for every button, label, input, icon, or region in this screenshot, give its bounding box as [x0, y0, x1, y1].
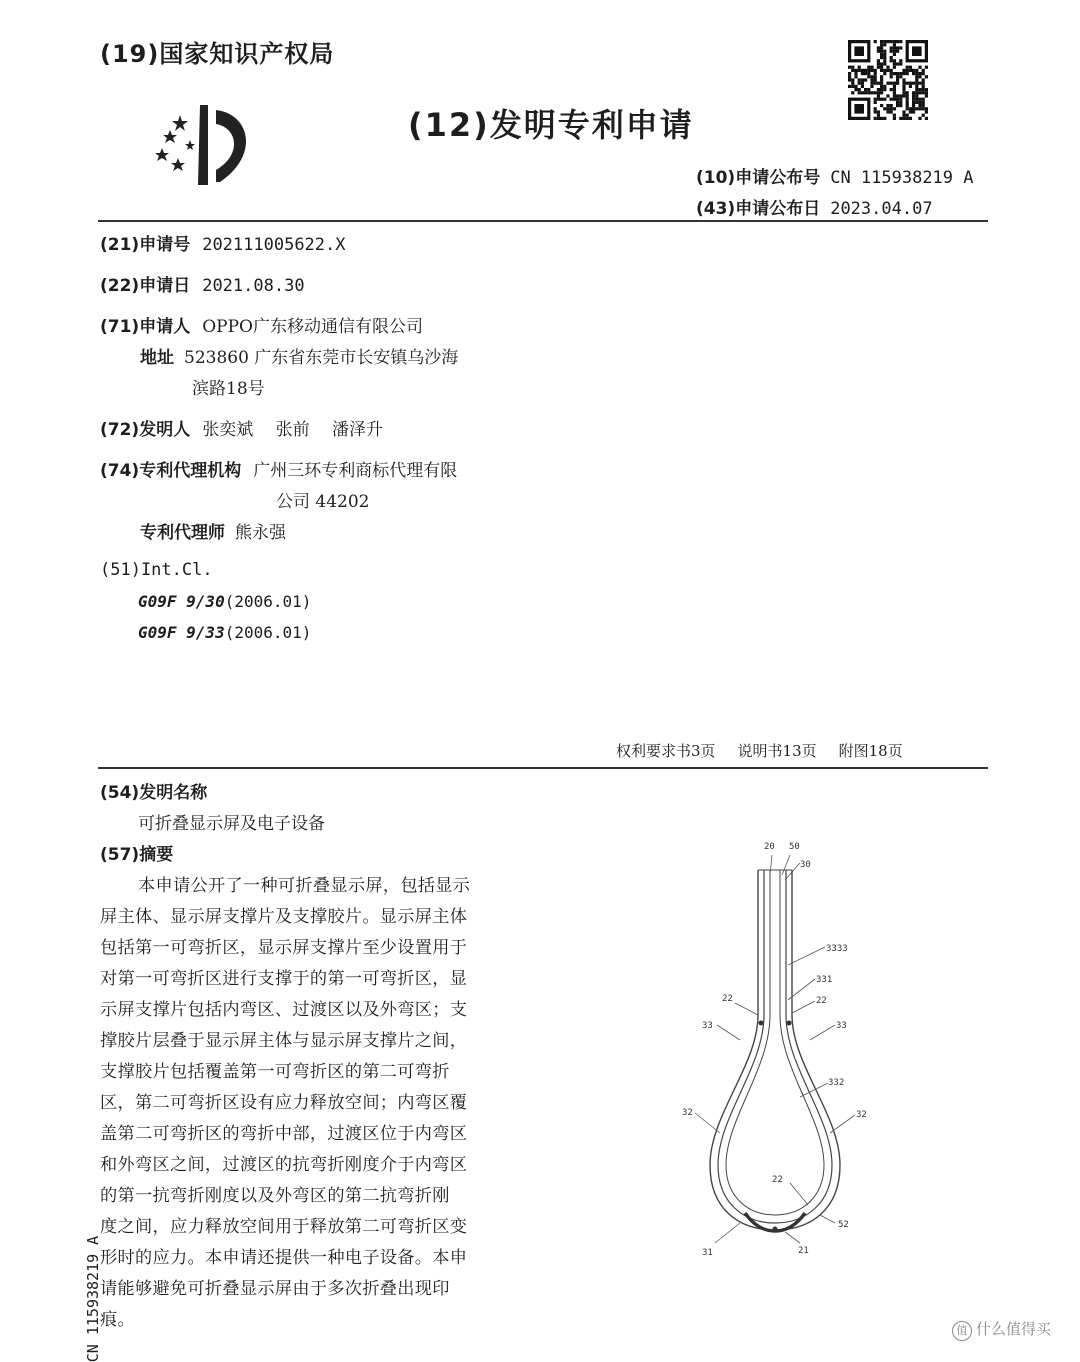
application-number-label: (21)申请号	[100, 235, 191, 255]
figure-reference-label: 20	[764, 842, 775, 852]
abstract-line: 痕。	[100, 1310, 135, 1330]
ipc-version: (2006.01)	[224, 592, 312, 611]
figure-reference-label: 332	[828, 1078, 845, 1088]
abstract-line: 和外弯区之间，过渡区的抗弯折刚度介于内弯区	[100, 1155, 468, 1175]
patent-agency-line1: 广州三环专利商标代理有限	[253, 461, 458, 481]
abstract-line: 形时的应力。本申请还提供一种电子设备。本申	[100, 1248, 468, 1268]
int-cl-label: (51)Int.Cl.	[100, 560, 213, 580]
page-counts	[616, 740, 925, 761]
figure-reference-label: 30	[800, 860, 811, 870]
publication-number-value: CN 115938219 A	[830, 168, 974, 188]
application-number-value: 202111005622.X	[202, 235, 346, 255]
address-label: 地址	[140, 348, 174, 368]
inventors-value: 张奕斌 张前 潘泽升	[202, 420, 384, 440]
figure-reference-label: 331	[816, 975, 833, 985]
application-date-label: (22)申请日	[100, 276, 191, 296]
publication-date-value: 2023.04.07	[830, 199, 933, 219]
document-type: (12)发明专利申请	[408, 106, 694, 144]
abstract-line: 的第一抗弯折刚度以及外弯区的第二抗弯折刚	[100, 1186, 450, 1206]
figure-reference-label: 3333	[826, 944, 848, 954]
header-divider	[98, 220, 988, 222]
patent-agent-label: 专利代理师	[140, 523, 225, 543]
figure-reference-label: 22	[722, 994, 733, 1004]
inventors	[100, 415, 383, 440]
publication-number-label: (10)申请公布号	[696, 168, 821, 188]
figure-reference-label: 33	[836, 1021, 847, 1031]
abstract-line: 请能够避免可折叠显示屏由于多次折叠出现印	[100, 1279, 450, 1299]
address-line1: 523860 广东省东莞市长安镇乌沙海	[184, 348, 459, 368]
abstract-line: 度之间，应力释放空间用于释放第二可弯折区变	[100, 1217, 468, 1237]
figure-reference-label: 50	[789, 842, 800, 852]
watermark-logo-icon: 值	[952, 1321, 972, 1341]
patent-drawing	[660, 835, 890, 1265]
qr-code	[848, 40, 928, 120]
cnipa-emblem-icon	[150, 100, 260, 190]
ipc-code: G09F 9/30	[138, 592, 225, 611]
address-line2: 滨路18号	[192, 379, 265, 399]
invention-title: 可折叠显示屏及电子设备	[138, 814, 325, 834]
abstract-line: 示屏支撑片包括内弯区、过渡区以及外弯区；支	[100, 1000, 468, 1020]
address	[140, 343, 458, 368]
application-date-value: 2021.08.30	[202, 276, 305, 296]
patent-agency-label: (74)专利代理机构	[100, 461, 242, 481]
patent-agent	[140, 518, 286, 543]
office-name: (19)国家知识产权局	[100, 40, 335, 68]
claims-pages: 权利要求书3页	[616, 742, 716, 760]
applicant-value: OPPO广东移动通信有限公司	[202, 317, 423, 337]
figure-reference-label: 31	[702, 1248, 713, 1258]
applicant	[100, 312, 423, 337]
figure-reference-label: 22	[772, 1175, 783, 1185]
abstract-line: 区，第二可弯折区设有应力释放空间；内弯区覆	[100, 1093, 468, 1113]
figure-reference-label: 21	[798, 1246, 809, 1256]
inventors-label: (72)发明人	[100, 420, 191, 440]
watermark: 值 什么值得买	[952, 1318, 1051, 1341]
abstract-label: (57)摘要	[100, 845, 174, 865]
ipc-entry	[138, 592, 311, 611]
abstract-line: 盖第二可弯折区的弯折中部，过渡区位于内弯区	[100, 1124, 468, 1144]
publication-number	[696, 163, 974, 188]
abstract-line: 包括第一可弯折区，显示屏支撑片至少设置用于	[100, 938, 468, 958]
figure-reference-label: 33	[702, 1021, 713, 1031]
figure-reference-label: 32	[856, 1110, 867, 1120]
figure-reference-label: 32	[682, 1108, 693, 1118]
ipc-version: (2006.01)	[224, 623, 312, 642]
abstract-line: 支撑胶片包括覆盖第一可弯折区的第二可弯折	[100, 1062, 450, 1082]
application-number	[100, 230, 346, 255]
ipc-code: G09F 9/33	[138, 623, 225, 642]
title-label: (54)发明名称	[100, 783, 208, 803]
patent-agency-line2: 公司 44202	[276, 492, 370, 512]
patent-agent-value: 熊永强	[235, 523, 286, 543]
figure-reference-label: 52	[838, 1220, 849, 1230]
application-date	[100, 271, 305, 296]
drawings-pages: 附图18页	[838, 742, 903, 760]
side-publication-number: CN 115938219 A	[84, 1235, 103, 1362]
section-divider	[98, 767, 988, 769]
patent-agency	[100, 456, 457, 481]
description-pages: 说明书13页	[737, 742, 817, 760]
figure-reference-label: 22	[816, 996, 827, 1006]
abstract-line: 对第一可弯折区进行支撑于的第一可弯折区，显	[100, 969, 468, 989]
abstract-line: 屏主体、显示屏支撑片及支撑胶片。显示屏主体	[100, 907, 468, 927]
abstract-line: 撑胶片层叠于显示屏主体与显示屏支撑片之间，	[100, 1031, 468, 1051]
publication-date-label: (43)申请公布日	[696, 199, 821, 219]
abstract-line: 本申请公开了一种可折叠显示屏，包括显示	[138, 876, 471, 896]
publication-date	[696, 194, 933, 219]
applicant-label: (71)申请人	[100, 317, 191, 337]
ipc-entry	[138, 623, 311, 642]
